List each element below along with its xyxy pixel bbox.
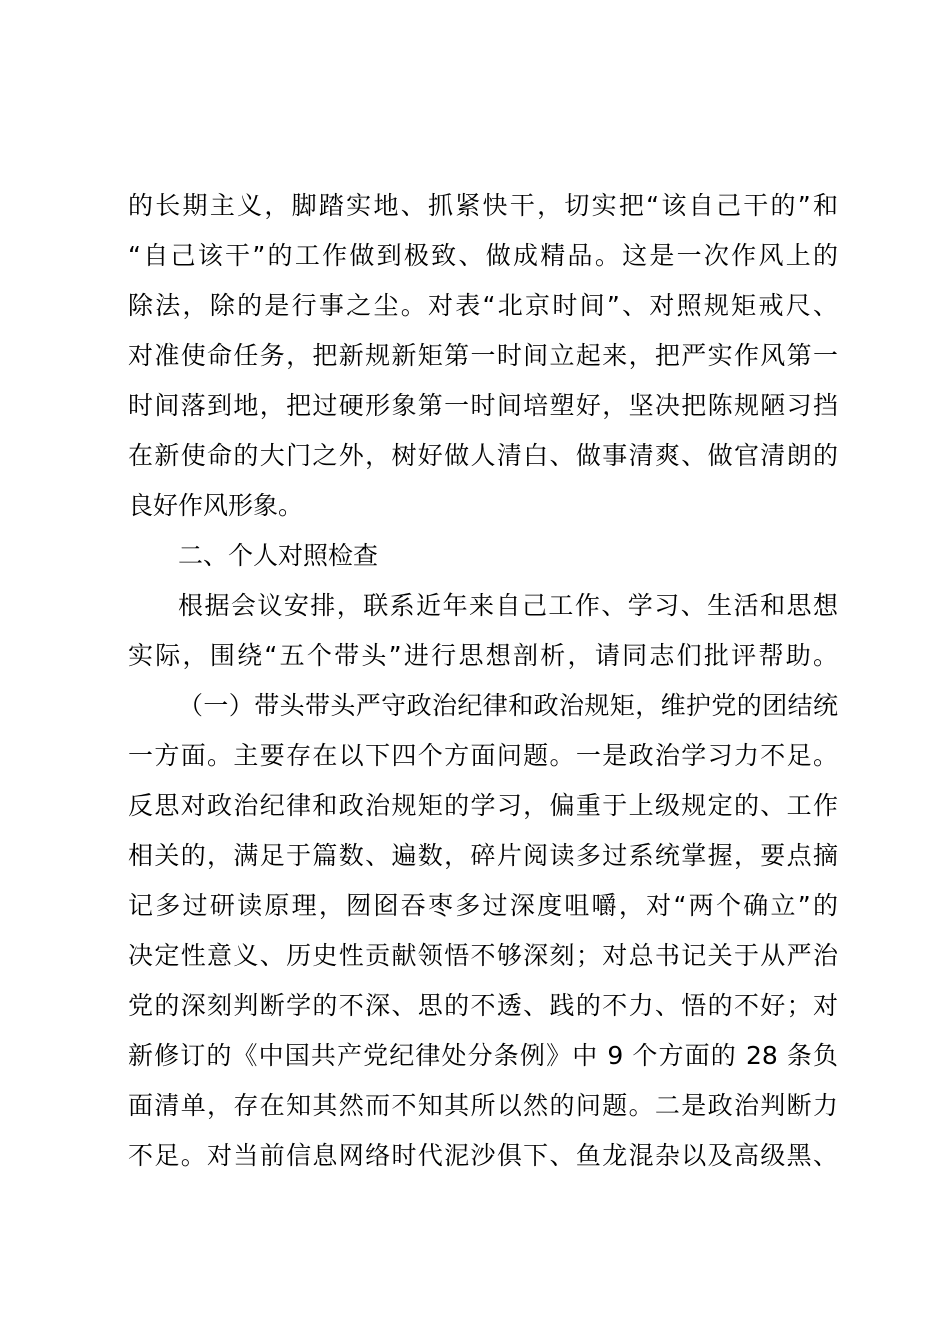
text-line: “自己该干”的工作做到极致、做成精品。这是一次作风上的 <box>128 241 838 270</box>
text-line: 一方面。主要存在以下四个方面问题。一是政治学习力不足。 <box>128 741 838 770</box>
text-line: 除法，除的是行事之尘。对表“北京时间”、对照规矩戒尺、 <box>128 291 838 320</box>
text-line: 实际，围绕“五个带头”进行思想剖析，请同志们批评帮助。 <box>128 641 838 670</box>
text-line: 不足。对当前信息网络时代泥沙俱下、鱼龙混杂以及高级黑、 <box>128 1141 838 1170</box>
section-heading: 二、个人对照检查 <box>178 541 379 570</box>
text-line: 在新使命的大门之外，树好做人清白、做事清爽、做官清朗的 <box>128 441 838 470</box>
text-line: 相关的，满足于篇数、遍数，碎片阅读多过系统掌握，要点摘 <box>128 841 838 870</box>
text-line: 对准使命任务，把新规新矩第一时间立起来，把严实作风第一 <box>128 341 838 370</box>
text-line: （一）带头带头严守政治纪律和政治规矩，维护党的团结统 <box>178 691 838 720</box>
text-line: 决定性意义、历史性贡献领悟不够深刻；对总书记关于从严治 <box>128 941 838 970</box>
text-line: 新修订的《中国共产党纪律处分条例》中 9 个方面的 28 条负 <box>128 1041 838 1070</box>
text-line: 记多过研读原理，囫囵吞枣多过深度咀嚼，对“两个确立”的 <box>128 891 838 920</box>
text-line: 的长期主义，脚踏实地、抓紧快干，切实把“该自己干的”和 <box>128 191 838 220</box>
text-line: 良好作风形象。 <box>128 491 304 520</box>
text-line: 反思对政治纪律和政治规矩的学习，偏重于上级规定的、工作 <box>128 791 838 820</box>
text-line: 根据会议安排，联系近年来自己工作、学习、生活和思想 <box>178 591 838 620</box>
document-body <box>128 181 838 1181</box>
text-line: 面清单，存在知其然而不知其所以然的问题。二是政治判断力 <box>128 1091 838 1120</box>
text-line: 党的深刻判断学的不深、思的不透、践的不力、悟的不好；对 <box>128 991 838 1020</box>
text-line: 时间落到地，把过硬形象第一时间培塑好，坚决把陈规陋习挡 <box>128 391 838 420</box>
